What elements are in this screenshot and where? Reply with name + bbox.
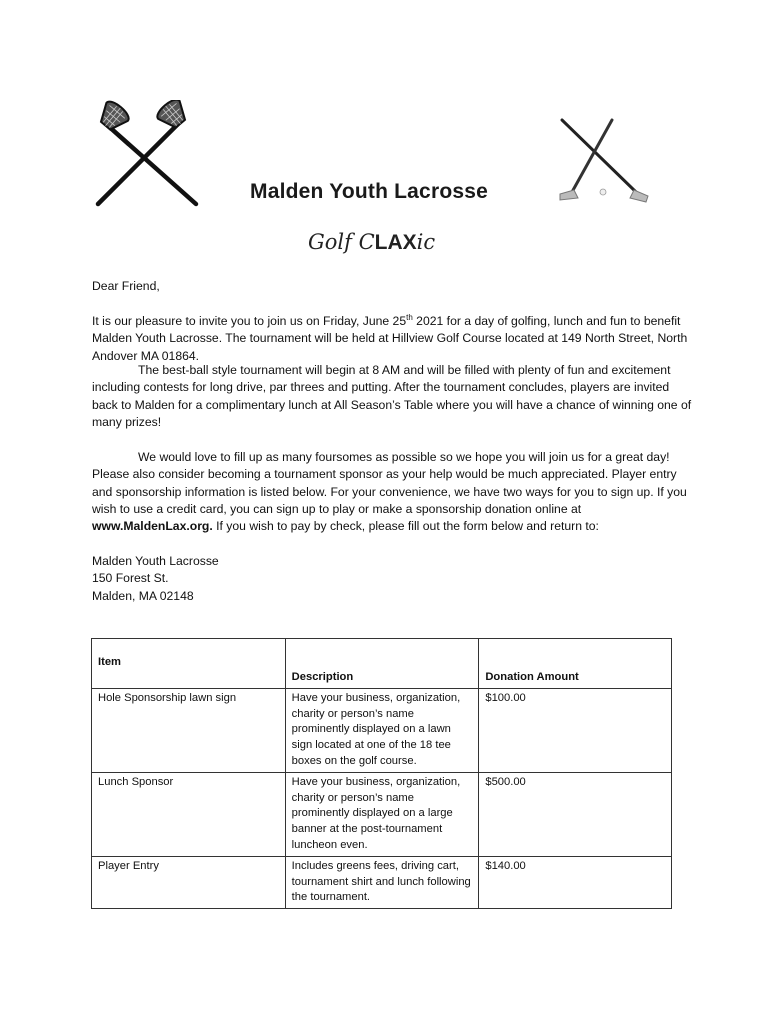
- header-description: Description: [291, 671, 354, 683]
- p1-text-a: It is our pleasure to invite you to join us on Friday, June 25: [92, 314, 407, 328]
- letter-greeting: Dear Friend,: [92, 279, 160, 293]
- address-line: Malden, MA 02148: [92, 588, 194, 603]
- row-amount: $500.00: [479, 772, 672, 856]
- website-link[interactable]: www.MaldenLax.org.: [92, 519, 213, 534]
- row-item: Hole Sponsorship lawn sign: [92, 688, 286, 772]
- table-row: [92, 856, 672, 908]
- table-row: [92, 772, 672, 856]
- event-subtitle: [308, 230, 435, 255]
- p3-text-a: We would love to fill up as many foursomes as possible so we hope you will join us for a great day! Please also consider becoming a tournament sponsor as your help would be much appreciated. Player entry and sponsorship information is listed below. For your convenience, we have two ways for you to sign up. If you wish to use a credit card, you can sign up to play or make a sponsorship donation online at: [92, 450, 687, 516]
- header-item: Item: [98, 656, 122, 668]
- row-amount: $140.00: [479, 856, 672, 908]
- p1-text-b: 2021 for a day of golfing, lunch and fun to benefit Malden Youth Lacrosse. The tournament will be held at Hillview Golf Course located at 149 North Street, North Andover MA 01864.: [92, 314, 688, 363]
- letter-paragraph-1: [92, 313, 692, 365]
- p1-superscript: th: [406, 312, 413, 322]
- row-description: Includes greens fees, driving cart, tournament shirt and lunch following the tournament.: [285, 856, 479, 908]
- row-item: Player Entry: [92, 856, 286, 908]
- crossed-golf-clubs-icon: [548, 112, 660, 208]
- row-item: Lunch Sponsor: [92, 772, 286, 856]
- table-row: [92, 688, 672, 772]
- p3-text-b: If you wish to pay by check, please fill out the form below and return to:: [212, 519, 599, 534]
- header-donation-amount: Donation Amount: [485, 671, 579, 683]
- subtitle-bold: LAX: [374, 231, 417, 254]
- crossed-lacrosse-sticks-icon: [92, 100, 210, 208]
- table-header-row: [92, 639, 672, 689]
- subtitle-suffix: ic: [416, 230, 436, 254]
- row-amount: $100.00: [479, 688, 672, 772]
- row-description: Have your business, organization, charity or person’s name prominently displayed on a large banner at the post-tournament luncheon even.: [285, 772, 479, 856]
- row-description: Have your business, organization, charity or person’s name prominently displayed on a lawn sign located at one of the 18 tee boxes on the golf course.: [285, 688, 479, 772]
- organization-title: Malden Youth Lacrosse: [250, 180, 488, 203]
- sponsorship-table: [91, 638, 672, 909]
- address-line: 150 Forest St.: [92, 571, 169, 586]
- p2-text: The best-ball style tournament will begin at 8 AM and will be filled with plenty of fun and excitement including contests for long drive, par threes and putting. After the tournament concludes, players are invited back to Malden for a complimentary lunch at All Season’s Table where you will have a chance of winning one of many prizes!: [92, 363, 692, 429]
- mailing-address: [92, 553, 692, 605]
- address-line: Malden Youth Lacrosse: [92, 554, 219, 568]
- subtitle-prefix: Golf C: [308, 230, 375, 254]
- letter-paragraph-2: [92, 362, 692, 431]
- letter-paragraph-3: [92, 449, 692, 535]
